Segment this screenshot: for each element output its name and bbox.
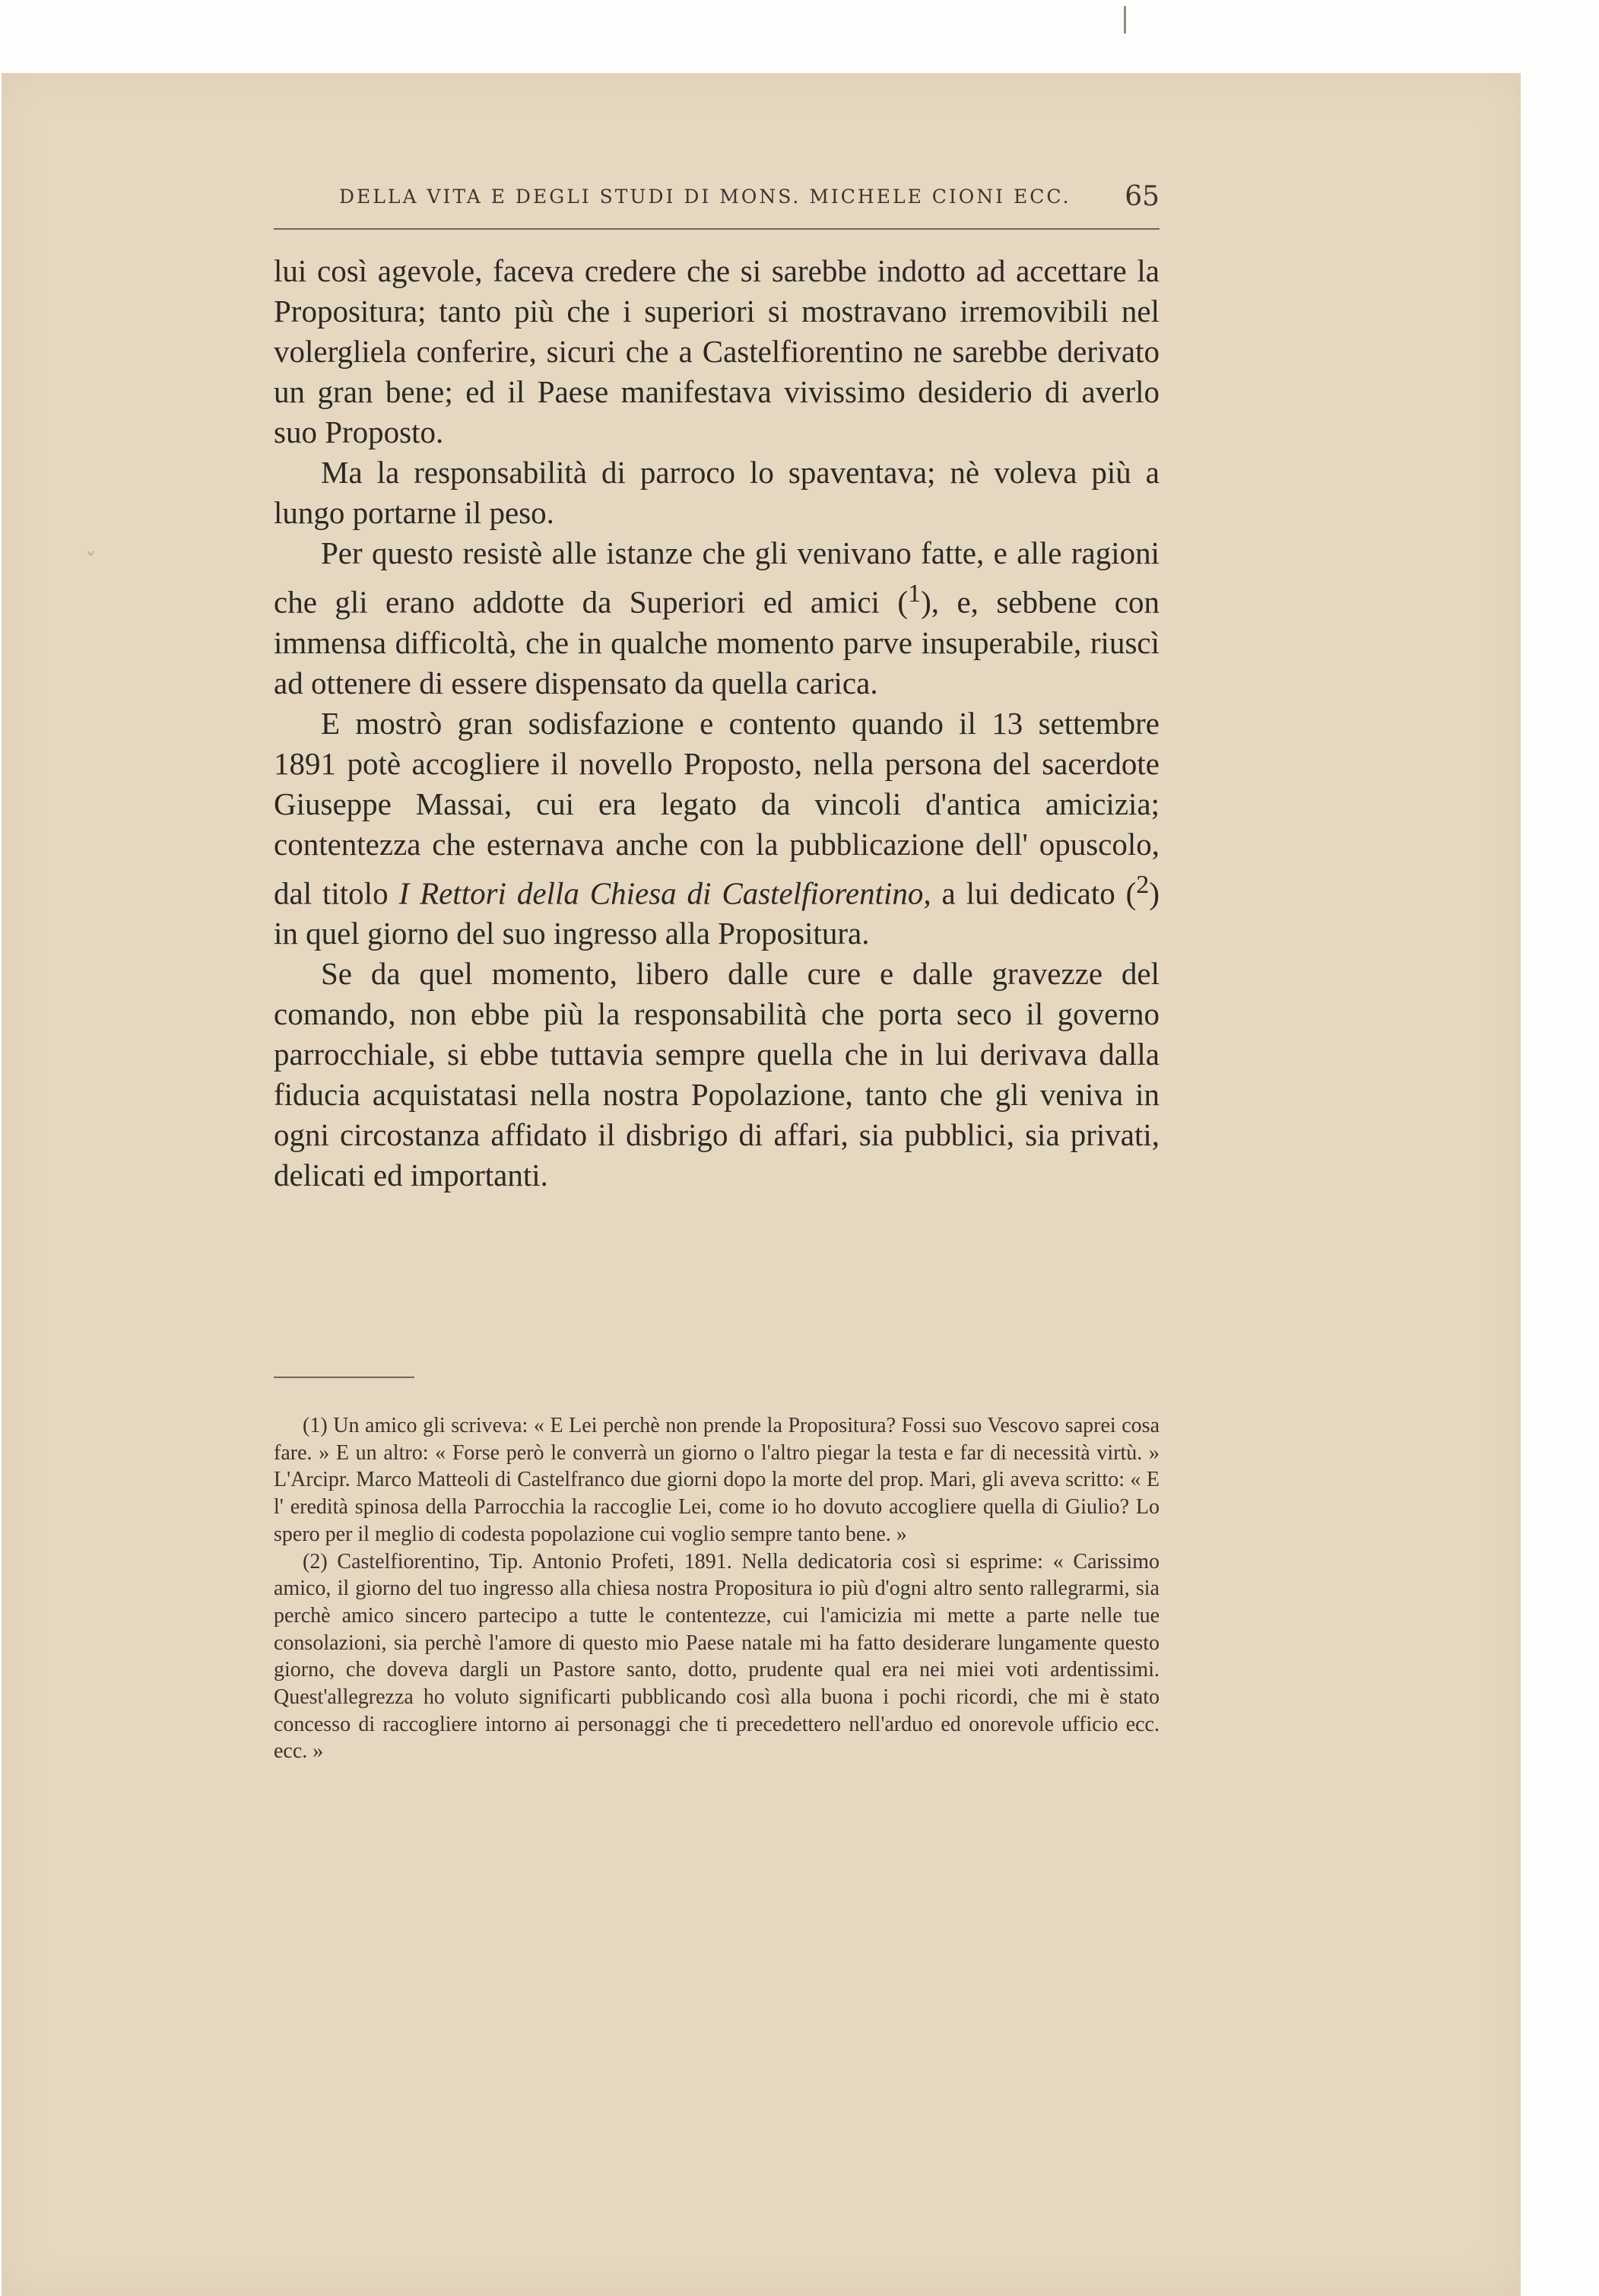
running-head: DELLA VITA E DEGLI STUDI DI MONS. MICHELE CIONI ECC. — [339, 186, 1071, 208]
footnote-ref-1: 1 — [908, 580, 922, 608]
paragraph-5: Se da quel momento, libero dalle cure e dalle gravezze del comando, non ebbe più la responsabilità che porta seco il governo parrocchiale, si ebbe tuttavia sempre quella che in lui derivava dalla fiducia acquistatasi nella nostra Popolazione, tanto che gli veniva in ogni circostanza affidato il disbrigo di affari, sia pubblici, sia privati, delicati ed importanti. — [274, 956, 1160, 1193]
paragraph-2: Ma la responsabilità di parroco lo spaventava; nè voleva più a lungo portarne il peso. — [274, 455, 1160, 530]
paragraph-3-text-end: ), e, sebbene con immensa difficoltà, che in qualche momento parve insuperabile, riuscì ad ottenere di essere dispensato da quella carica. — [274, 584, 1160, 700]
footnote-2: (2) Castelfiorentino, Tip. Antonio Profeti, 1891. Nella dedicatoria così si esprime: « Carissimo amico, il giorno del tuo ingresso alla chiesa nostra Propositura io più d'ogni altro sento rallegrarmi, sia perchè amico sincero partecipo a tutte le contentezze, cui l'amicizia mi mette a parte nelle tue consolazioni, sia perchè l'amore di questo mio Paese natale mi ha fatto desiderare lungamente questo giorno, che doveva dargli un Pastore santo, dotto, prudente qual era nei miei voti ardentissimi. Quest'allegrezza ho voluto significarti pubblicando così alla buona i pochi ricordi, che mi è stato concesso di raccogliere intorno ai personaggi che ti precedettero nell'arduo ed onorevole ufficio ecc. ecc. » — [274, 1549, 1160, 1764]
footnotes — [274, 1412, 1160, 1765]
book-title: I Rettori della Chiesa di Castelfiorentino, — [398, 875, 931, 911]
footnote-1: (1) Un amico gli scriveva: « E Lei perchè non prende la Propositura? Fossi suo Vescovo saprei cosa fare. » E un altro: « Forse però le converrà un giorno o l'altro piegar la testa e far di necessità virtù. » L'Arcipr. Marco Matteoli di Castelfranco due giorni dopo la morte del prop. Mari, gli aveva scritto: « E l' eredità spinosa della Parrocchia la raccoglie Lei, come io ho dovuto accogliere quella di Giulio? Lo spero per il meglio di codesta popolazione cui voglio sempre tanto bene. » — [274, 1414, 1160, 1546]
paragraph-4-text-end: ) in quel giorno del suo ingresso alla Propositura. — [274, 875, 1160, 951]
paragraph-3 — [274, 533, 1160, 703]
margin-mark-icon: ˇ — [85, 549, 97, 576]
paragraph-4-text-middle: a lui dedicato ( — [931, 875, 1137, 911]
footnote-ref-2: 2 — [1136, 870, 1150, 899]
page-number: 65 — [1125, 181, 1160, 212]
paragraph-3-text-start: Per questo resistè alle istanze che gli venivano fatte, e alle ragioni che gli erano addotte da Superiori ed amici ( — [274, 535, 1160, 620]
header-rule — [274, 228, 1160, 230]
paragraph-4 — [274, 703, 1160, 954]
paragraph-4-text-start: E mostrò gran sodisfazione e contento quando il 13 settembre 1891 potè accogliere il novello Proposto, nella persona del sacerdote Giuseppe Massai, cui era legato da vincoli d'antica amicizia; contentezza che esternava anche con la pubblicazione dell' opuscolo, dal titolo — [274, 705, 1160, 911]
body-text — [274, 251, 1160, 1196]
scan-corner-mark — [1124, 6, 1126, 33]
page-header — [274, 181, 1160, 219]
footnote-rule — [274, 1377, 414, 1378]
paragraph-1: lui così agevole, faceva credere che si sarebbe indotto ad accettare la Propositura; tanto più che i superiori si mostravano irremovibili nel volergliela conferire, sicuri che a Castelfiorentino ne sarebbe derivato un gran bene; ed il Paese manifestava vivissimo desiderio di averlo suo Proposto. — [274, 253, 1160, 449]
